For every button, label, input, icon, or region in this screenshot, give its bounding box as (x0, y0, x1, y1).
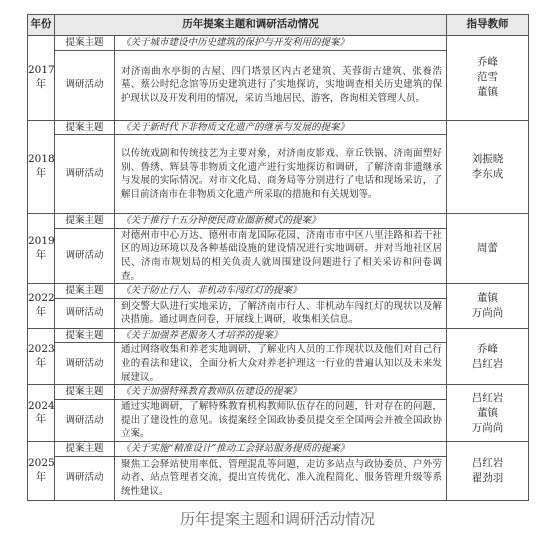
activity-label-cell: 调研活动 (55, 456, 115, 500)
table-row-topic (28, 328, 529, 343)
topic-cell: 《关于推行十五分钟便民商业圈新模式的提案》 (115, 214, 447, 229)
activity-cell: 聚焦工会驿站使用率低、管理混乱等问题，走访多站点与政协委员、户外劳动者、站点管理者交流，提出宣传优化、准入流程简化、服务管理升级等系统性建议。 (115, 456, 447, 500)
activity-label-cell: 调研活动 (55, 399, 115, 441)
teacher-cell: 乔峰 吕红岩 (447, 328, 529, 385)
proposal-table (27, 14, 529, 501)
year-cell: 2018 年 (28, 120, 55, 214)
topic-label-cell: 提案主题 (55, 214, 115, 229)
table-row-topic (28, 385, 529, 400)
teacher-cell: 周蕾 (447, 214, 529, 284)
year-cell: 2022 年 (28, 284, 55, 329)
teacher-cell: 乔峰 范雪 董镇 (447, 36, 529, 121)
teacher-cell: 刘振晓 李东成 (447, 120, 529, 214)
header-topic-activity: 历年提案主题和调研活动情况 (55, 15, 447, 36)
topic-cell: 《关于城市建设中历史建筑的保护与开发利用的提案》 (115, 36, 447, 51)
topic-label-cell: 提案主题 (55, 385, 115, 400)
year-cell: 2019 年 (28, 214, 55, 284)
teacher-cell: 吕红岩 翟劲羽 (447, 441, 529, 500)
table-row-topic (28, 120, 529, 135)
activity-label-cell: 调研活动 (55, 343, 115, 385)
topic-cell: 《关于新时代下非物质文化遗产的继承与发展的提案》 (115, 120, 447, 135)
activity-label-cell: 调研活动 (55, 135, 115, 214)
header-year: 年份 (28, 15, 55, 36)
topic-label-cell: 提案主题 (55, 36, 115, 51)
year-cell: 2024 年 (28, 385, 55, 442)
activity-cell: 对德州市中心万达、德州市南龙国际花园、济南市市中区八里洼路和若干社区的周边环境以及各种基础设施的建设情况进行实地调研。并对当地社区居民、济南市规划局的相关负责人就周围建设问题进行了相关采访和问卷调查。 (115, 228, 447, 283)
activity-label-cell: 调研活动 (55, 228, 115, 283)
activity-cell: 通过网络收集和养老实地调研，了解业内人员的工作现状以及他们对自己行业的看法和建议，全面分析大众对养老护理这一行业的普遍认知以及未来发展建议。 (115, 343, 447, 385)
activity-label-cell: 调研活动 (55, 50, 115, 120)
teacher-cell: 吕红岩 董镇 万尚尚 (447, 385, 529, 442)
topic-label-cell: 提案主题 (55, 284, 115, 299)
year-cell: 2017 年 (28, 36, 55, 121)
activity-cell: 通过实地调研，了解特殊教育机构教师队伍存在的问题，针对存在的问题，提出了建设性的意见。该提案经全国政协委员提交至全国两会并被全国政协立案。 (115, 399, 447, 441)
header-teacher: 指导教师 (447, 15, 529, 36)
topic-label-cell: 提案主题 (55, 441, 115, 456)
teacher-cell: 董镇 万尚尚 (447, 284, 529, 329)
proposal-table-container (27, 14, 528, 501)
topic-label-cell: 提案主题 (55, 328, 115, 343)
table-row-topic (28, 214, 529, 229)
table-row-topic (28, 441, 529, 456)
year-cell: 2023 年 (28, 328, 55, 385)
table-row-topic (28, 36, 529, 51)
table-row-topic (28, 284, 529, 299)
activity-cell: 以传统戏剧和传统技艺为主要对象，对济南皮影戏、章丘铁锅、济南面塑好别、鲁绣、辉县等非物质文化遗产进行实地探访和调研，了解济南非遗继承与发展的实际情况。对市文化局、商务局等分别进行了电话和现场采访，了解目前济南市在非物质文化遗产所采取的措施和有关规划等。 (115, 135, 447, 214)
table-header-row (28, 15, 529, 36)
topic-cell: 《关于加强养老服务人才培养的提案》 (115, 328, 447, 343)
activity-label-cell: 调研活动 (55, 298, 115, 328)
table-body (28, 36, 529, 501)
topic-label-cell: 提案主题 (55, 120, 115, 135)
activity-cell: 到交警大队进行实地采访，了解济南市行人、非机动车闯红灯的现状以及解决措施。通过调查问卷，开展线上调研，收集相关信息。 (115, 298, 447, 328)
topic-cell: 《关于加强特殊教育教师队伍建设的提案》 (115, 385, 447, 400)
activity-cell: 对济南曲水亭街的古屋、四门塔景区内古老建筑、芙蓉街古建筑、张養浩墓、蔡公时纪念馆等历史建筑进行了实地探访，实地调查相关历史建筑的保护现状以及开发利用的情况，采访当地居民、游客，咨询相关管理人员。 (115, 50, 447, 120)
topic-cell: 《关于实施“精准设计”推动工会驿站服务提质的提案》 (115, 441, 447, 456)
year-cell: 2025 年 (28, 441, 55, 500)
topic-cell: 《关于防止行人、非机动车闯红灯的提案》 (115, 284, 447, 299)
table-caption: 历年提案主题和调研活动情况 (179, 510, 375, 528)
